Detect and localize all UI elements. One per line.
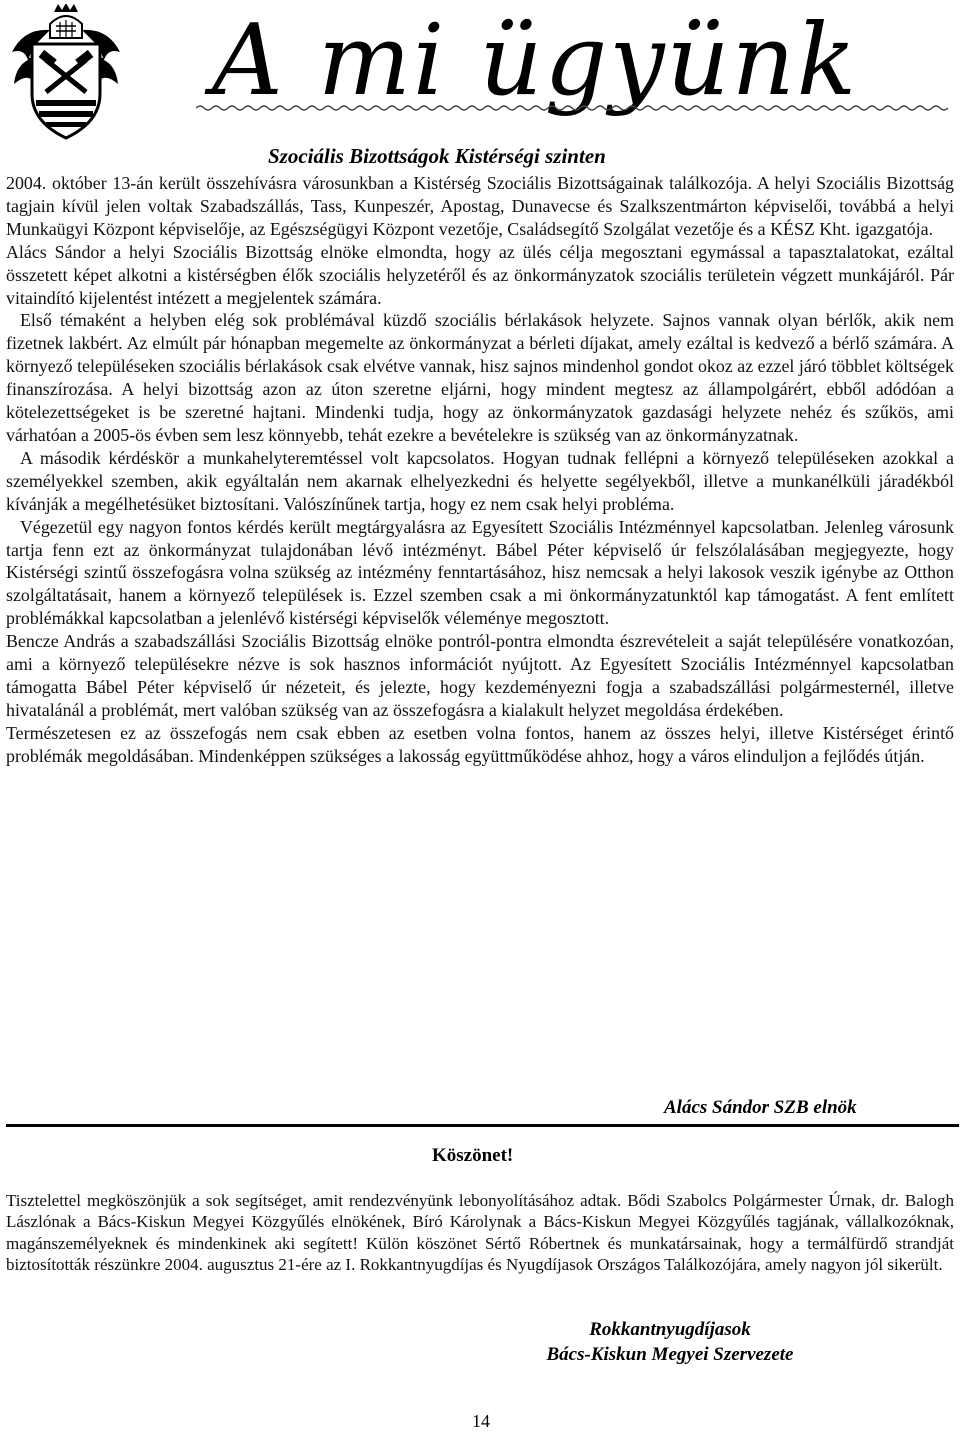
newsletter-masthead: A mi ügyünk: [212, 4, 859, 118]
article-paragraph: Első témaként a helyben elég sok problémával küzdő szociális bérlakások helyzete. Sajnos vannak olyan bérlők, akik nem fizetnek lakbért. Az elmúlt pár hónapban megemelte az önkormányzat a bérleti díjakat, amely ezáltal is kedvező a bérlő számára. A környező településeken szociális bérlakások csak elvétve vannak, hisz sajnos mindenhol gondot okoz az ezzel járó többlet költségek finanszírozása. A helyi bizottság azon az úton szeretne eljárni, hogy mindent megtesz az állampolgárért, ebből adódóan a kötelezettségeket is be szeretné hajtani. Mindenki tudja, hogy az önkormányzatok gazdasági helyzete nehéz és szűkös, ami várhatóan a 2005-ös évben sem lesz könnyebb, tehát ezekre a bevételekre is szükség van az önkormányzatnak.: [6, 310, 954, 445]
section-divider: [6, 1124, 959, 1127]
article-paragraph: 2004. október 13-án került összehívásra városunkban a Kistérség Szociális Bizottságainak találkozója. A helyi Szociális Bizottság tagjain kívül jelen voltak Szabadszállás, Tass, Kunpeszér, Apostag, Dunavecse és Szalkszentmárton képviselői, továbbá a helyi Munkaügyi Központ képviselője, az Egészségügyi Központ vezetője, Családsegítő Szolgálat vezetője és a KÉSZ Kht. igazgatója.: [6, 173, 954, 239]
article-paragraph: Bencze András a szabadszállási Szociális Bizottság elnöke pontról-pontra elmondta észrevételeit a saját településére vonatkozóan, ami a környező településekre nézve is sok hasznos információt nyújtott. Az Egyesített Szociális Intézménnyel kapcsolatban támogatta Bábel Péter képviselő úr nézeteit, és jelezte, hogy kezdeményezni fogja a szabadszállási polgármesternél, illetve hivatalánál a problémát, mert valóban szükség van az összefogásra a kialakult helyzet megoldása érdekében.: [6, 631, 954, 720]
thanks-signature-line2: Bács-Kiskun Megyei Szervezete: [546, 1344, 794, 1365]
thanks-signature-line1: Rokkantnyugdíjasok: [589, 1319, 751, 1340]
article-signature: Alács Sándor SZB elnök: [664, 1097, 857, 1118]
article-paragraph: Végezetül egy nagyon fontos kérdés került megtárgyalásra az Egyesített Szociális Intézménnyel kapcsolatban. Jelenleg városunk tartja fenn ezt az önkormányzat tulajdonában lévő intézményt. Bábel Péter képviselő úr felszólalásában megjegyezte, hogy Kistérségi szintű összefogásra volna szükség az intézmény fenntartásához, hisz nemcsak a helyi lakosok veszik igénybe az Otthon szolgáltatásait, hanem a környező települések is. Ezzel szemben csak a mi önkormányzatunktól kap támogatást. A fent említett problémákkal kapcsolatban a jelenlévő kistérségi képviselők véleménye megosztott.: [6, 516, 954, 629]
thanks-signature: [400, 1317, 940, 1367]
thanks-body: Tisztelettel megköszönjük a sok segítséget, amit rendezvényünk lebonyolításához adtak. Bődi Szabolcs Polgármester Úrnak, dr. Balogh Lászlónak a Bács-Kiskun Megyei Közgyűlés elnökének, Bíró Károlynak a Bács-Kiskun Megyei Közgyűlés tagjának, vállalkozóknak, magánszemélyeknek és mindenkinek aki segített! Külön köszönet Sértő Róbertnek és munkatársainak, hogy a termálfürdő strandját biztosították részünkre 2004. augusztus 21-ére az I. Rokkantnyugdíjas és Nyugdíjasok Országos Találkozójára, amely nagyon jól sikerült.: [6, 1191, 954, 1275]
thanks-heading: Köszönet!: [432, 1145, 514, 1166]
article-paragraph: Természetesen ez az összefogás nem csak ebben az esetben volna fontos, hanem az összes helyi, illetve Kistérséget érintő problémák megoldásában. Mindenképpen szükséges a lakosság együttműködése ahhoz, hogy a város elinduljon a fejlődés útján.: [6, 722, 954, 766]
masthead-underline: [196, 103, 951, 113]
article-title: Szociális Bizottságok Kistérségi szinten: [268, 144, 606, 168]
page-number: 14: [472, 1411, 490, 1431]
article-body: [6, 172, 954, 768]
article-paragraph: A második kérdéskör a munkahelyteremtéssel volt kapcsolatos. Hogyan tudnak fellépni a környező településeken azokkal a személyekkel szemben, akik egyáltalán nem akarnak elhelyezkedni és helyette segélyekből, illetve a munkanélküli járadékból kívánják a megélhetésüket biztosítani. Valószínűnek tartja, hogy ez nem csak helyi probléma.: [6, 447, 954, 514]
article-paragraph: Alács Sándor a helyi Szociális Bizottság elnöke elmondta, hogy az ülés célja megosztani egymással a tapasztalatokat, ezáltal összetett képet alkotni a kistérségben élők szociális helyzetéről és az önkormányzatok szociális területein végzett munkájáról. Pár vitaindító kijelentést intézett a megjelentek számára.: [6, 241, 954, 308]
coat-of-arms-icon: [6, 4, 126, 142]
